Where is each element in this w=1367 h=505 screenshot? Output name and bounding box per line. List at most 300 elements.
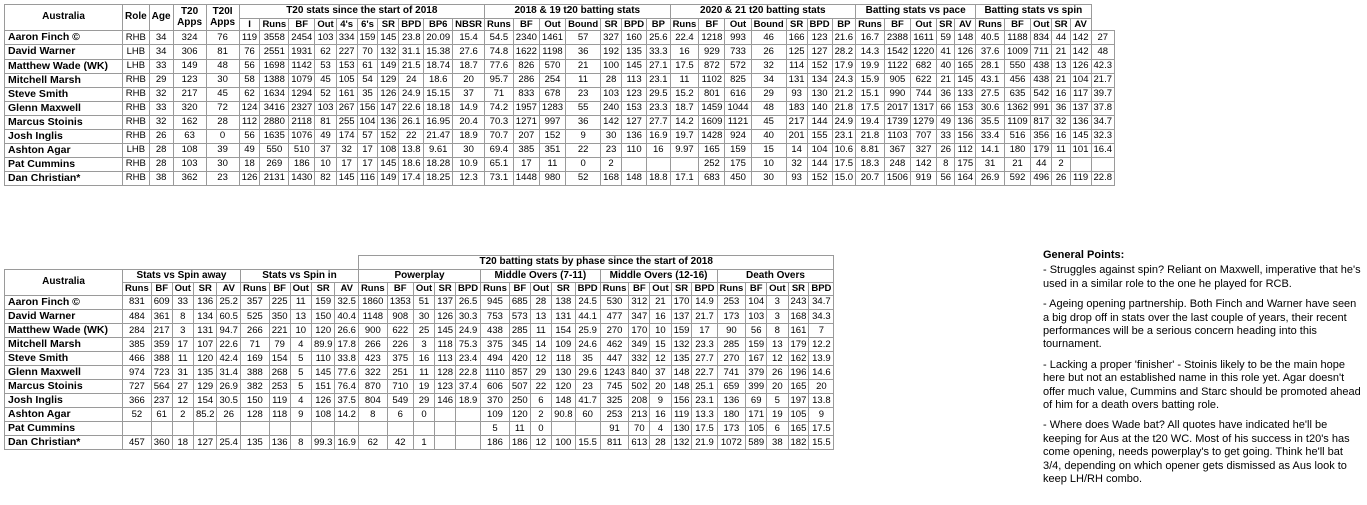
stat-cell: 15.5 [575, 436, 600, 450]
stat-cell: 17.5 [692, 422, 717, 436]
stat-cell [217, 422, 241, 436]
stat-cell: 208 [629, 394, 650, 408]
stat-cell: 77.6 [485, 59, 514, 73]
stat-cell [575, 422, 600, 436]
stat-cell: 34 [149, 31, 173, 45]
stat-cell: 26.5 [456, 295, 481, 309]
stat-cell: 456 [1004, 73, 1030, 87]
stat-cell: 145 [378, 31, 399, 45]
player-name-cell: Marcus Stoinis [5, 115, 123, 129]
stat-cell: 745 [600, 380, 629, 394]
stat-cell [1091, 157, 1115, 171]
stat-cell: 30 [601, 129, 622, 143]
stat-cell: 168 [788, 309, 809, 323]
stat-cell: 23 [575, 380, 600, 394]
stat-cell: 366 [123, 394, 152, 408]
stat-cell: 131 [193, 324, 217, 338]
top-col-header: Bound [566, 18, 601, 31]
stat-cell: 268 [269, 366, 290, 380]
stat-cell: 15.2 [670, 87, 699, 101]
stat-cell: 37 [650, 366, 671, 380]
stat-cell: 250 [509, 394, 530, 408]
stat-cell: 24.6 [575, 338, 600, 352]
stat-cell: 180 [717, 408, 746, 422]
stat-cell: 125 [786, 45, 807, 59]
stat-cell: 10 [751, 157, 786, 171]
stat-cell: 136 [717, 394, 746, 408]
stat-cell: 42 [387, 436, 413, 450]
stat-cell: 221 [269, 324, 290, 338]
stat-cell: 131 [552, 309, 576, 323]
note-point: - Where does Wade bat? All quotes have indicated he'll be keeping for Aus at the t20 WC. Most of his success in t20's has come opening, needs powerplay's to get going. Think he'll bat 3/4, depending on which opener gets dismissed as Aus look to keep LH/RH combo. [1043, 419, 1350, 486]
stat-cell: 285 [509, 324, 530, 338]
stat-cell: 2880 [260, 115, 289, 129]
stat-cell: 148 [671, 380, 692, 394]
stat-cell: 905 [884, 73, 910, 87]
stat-cell: 237 [151, 394, 172, 408]
stat-cell: 136 [269, 436, 290, 450]
stat-cell: 18.8 [647, 171, 671, 185]
stat-cell: 17.4 [399, 171, 424, 185]
stat-cell: 153 [622, 101, 647, 115]
stat-cell: 12 [530, 352, 551, 366]
stat-cell: 804 [358, 394, 387, 408]
stat-cell: 18.28 [424, 157, 453, 171]
stat-cell: 10.9 [453, 157, 485, 171]
stat-cell: 27.6 [453, 45, 485, 59]
bottom-col-header: Out [767, 283, 788, 296]
stat-cell: 132 [671, 436, 692, 450]
stat-cell: 156 [671, 394, 692, 408]
stat-cell: 145 [336, 171, 357, 185]
stat-cell: 44.1 [575, 309, 600, 323]
stat-cell: 23 [206, 171, 239, 185]
top-col-header: BF [1004, 18, 1030, 31]
stat-cell [435, 436, 456, 450]
stat-cell: 320 [173, 101, 206, 115]
stat-cell: 43.1 [976, 73, 1005, 87]
stat-cell: 129 [193, 380, 217, 394]
bottom-col-header: BPD [809, 283, 834, 296]
stat-cell: 18.6 [424, 73, 453, 87]
stat-cell: 16.9 [335, 436, 359, 450]
stat-cell: 28 [149, 143, 173, 157]
stat-cell: 312 [629, 295, 650, 309]
stat-cell: 217 [151, 324, 172, 338]
stat-cell [413, 422, 434, 436]
stat-cell: 152 [807, 59, 832, 73]
stat-cell: 109 [481, 408, 510, 422]
stat-cell: 29.5 [647, 87, 671, 101]
stat-cell: 74.8 [485, 45, 514, 59]
stat-cell: 327 [910, 143, 936, 157]
stat-cell: 16.7 [856, 31, 885, 45]
stat-cell: 70.7 [485, 129, 514, 143]
stat-cell [172, 422, 193, 436]
top-col-header: I [239, 18, 260, 31]
stat-cell: 919 [910, 171, 936, 185]
stat-cell: 6 [767, 422, 788, 436]
stat-cell: 502 [629, 380, 650, 394]
stat-cell: RHB [123, 171, 150, 185]
stat-cell: 144 [807, 115, 832, 129]
stat-cell: 171 [746, 408, 767, 422]
stat-cell: 117 [1070, 87, 1091, 101]
stat-cell: 21 [566, 59, 601, 73]
stat-cell: 945 [481, 295, 510, 309]
stat-cell: 130 [552, 366, 576, 380]
stat-cell: 21.2 [832, 87, 856, 101]
stat-cell: 15 [650, 338, 671, 352]
stat-cell: 609 [151, 295, 172, 309]
stat-cell: 154 [269, 352, 290, 366]
stat-cell: 17.5 [832, 157, 856, 171]
top-col-header: Out [315, 18, 336, 31]
stat-cell: 104 [1070, 73, 1091, 87]
stat-cell: 9 [650, 394, 671, 408]
stat-cell: 1739 [884, 115, 910, 129]
group-middle-12-16: Middle Overs (12-16) [600, 269, 717, 283]
stat-cell: 929 [699, 45, 725, 59]
top-col-header: Runs [670, 18, 699, 31]
stat-cell: LHB [123, 143, 150, 157]
stat-cell: 151 [311, 380, 335, 394]
stat-cell: 103 [173, 157, 206, 171]
stat-cell: 744 [910, 87, 936, 101]
stat-cell: 1506 [884, 171, 910, 185]
stat-cell: 93 [786, 87, 807, 101]
stat-cell: 25.1 [692, 380, 717, 394]
stat-cell: 142 [1070, 45, 1091, 59]
stat-cell: 833 [513, 87, 539, 101]
stat-cell: 16.9 [647, 129, 671, 143]
stat-cell: 28.1 [976, 59, 1005, 73]
stat-cell: 103 [315, 101, 336, 115]
stat-cell [552, 422, 576, 436]
stat-cell: 367 [884, 143, 910, 157]
stat-cell: 65.1 [485, 157, 514, 171]
stat-cell: 207 [513, 129, 539, 143]
top-col-header: Bound [751, 18, 786, 31]
stat-cell: 37 [315, 143, 336, 157]
stat-cell: 165 [955, 59, 976, 73]
stat-cell: 325 [600, 394, 629, 408]
stat-cell: 180 [1004, 143, 1030, 157]
top-table-body [5, 31, 1115, 185]
stat-cell: 4 [290, 394, 311, 408]
stat-cell: 146 [435, 394, 456, 408]
stat-cell: 2131 [260, 171, 289, 185]
stat-cell: 16 [670, 45, 699, 59]
stat-cell: 385 [123, 338, 152, 352]
stat-cell: 11 [290, 295, 311, 309]
stat-cell: 11 [539, 157, 565, 171]
group-death-overs: Death Overs [717, 269, 834, 283]
stat-cell: 29 [413, 394, 434, 408]
stat-cell: 26.1 [399, 115, 424, 129]
stat-cell: 2 [172, 408, 193, 422]
stat-cell: 166 [786, 31, 807, 45]
stat-cell: 484 [123, 309, 152, 323]
top-col-header: Out [1031, 18, 1052, 31]
stat-cell: 31.1 [399, 45, 424, 59]
stat-cell: 7 [809, 324, 834, 338]
stat-cell: 27 [172, 380, 193, 394]
stat-cell: 60.5 [217, 309, 241, 323]
stat-cell: 360 [151, 436, 172, 450]
stat-cell: RHB [123, 73, 150, 87]
stat-cell: 251 [387, 366, 413, 380]
stat-cell: 90.8 [552, 408, 576, 422]
stat-cell: 27.7 [647, 115, 671, 129]
stat-cell: 254 [539, 73, 565, 87]
stat-cell: 34.3 [809, 309, 834, 323]
stat-cell: 108 [378, 143, 399, 157]
stat-cell: 15.1 [856, 87, 885, 101]
stat-cell: 2017 [884, 101, 910, 115]
bottom-col-header: Runs [240, 283, 269, 296]
stat-cell: 5 [481, 422, 510, 436]
stat-cell: 34.7 [809, 295, 834, 309]
stat-cell: 324 [173, 31, 206, 45]
stat-cell: 11 [1052, 143, 1070, 157]
stat-cell: 45 [315, 73, 336, 87]
stat-cell: 13 [1052, 59, 1070, 73]
stat-cell: 164 [955, 171, 976, 185]
stat-cell: 30 [413, 309, 434, 323]
stat-cell: 134 [193, 309, 217, 323]
stat-cell: 152 [539, 129, 565, 143]
stat-cell: 123 [622, 87, 647, 101]
stat-cell: 135 [671, 352, 692, 366]
stat-cell: 19 [767, 408, 788, 422]
stat-cell: 248 [884, 157, 910, 171]
table-row [5, 73, 1115, 87]
stat-cell: 85.2 [193, 408, 217, 422]
stat-cell: 226 [387, 338, 413, 352]
stat-cell: 32.5 [335, 295, 359, 309]
stat-cell: 14.1 [976, 143, 1005, 157]
stat-cell: 108 [311, 408, 335, 422]
stat-cell: 3 [413, 338, 434, 352]
stat-cell: 35 [575, 352, 600, 366]
stat-cell: 2327 [289, 101, 315, 115]
stat-cell: 118 [435, 338, 456, 352]
stat-cell: 57 [566, 31, 601, 45]
stat-cell [123, 422, 152, 436]
bottom-stats-table [4, 255, 834, 450]
top-col-header: BP [832, 18, 856, 31]
stat-cell: 8 [358, 408, 387, 422]
stat-cell: 22.4 [670, 31, 699, 45]
stat-cell: 26 [1052, 171, 1070, 185]
stat-cell [311, 422, 335, 436]
stat-cell: 160 [622, 31, 647, 45]
stat-cell: 2454 [289, 31, 315, 45]
stat-cell: 510 [289, 143, 315, 157]
bottom-col-header: Runs [358, 283, 387, 296]
stat-cell: 41 [937, 45, 955, 59]
stat-cell: 530 [600, 295, 629, 309]
bottom-col-header: BF [509, 283, 530, 296]
stat-cell: 46 [751, 31, 786, 45]
stat-cell: 134 [807, 73, 832, 87]
stat-cell: 127 [193, 436, 217, 450]
stat-cell: 266 [358, 338, 387, 352]
stat-cell: 123 [173, 73, 206, 87]
stat-cell: 120 [311, 324, 335, 338]
stat-cell: 24.5 [575, 295, 600, 309]
stat-cell: 21 [1052, 45, 1070, 59]
stat-cell: 1957 [513, 101, 539, 115]
stat-cell: 145 [1070, 129, 1091, 143]
stat-cell: 13 [290, 309, 311, 323]
stat-cell: 423 [358, 352, 387, 366]
stat-cell [1070, 157, 1091, 171]
stat-cell: 18.18 [424, 101, 453, 115]
stat-cell: 345 [509, 338, 530, 352]
stat-cell: 1103 [884, 129, 910, 143]
stat-cell: 14.3 [856, 45, 885, 59]
group-vs-pace: Batting stats vs pace [856, 5, 976, 19]
stat-cell: 118 [269, 408, 290, 422]
stat-cell: 1044 [725, 101, 751, 115]
table-row [5, 422, 834, 436]
stat-cell: 32 [786, 157, 807, 171]
stat-cell: 55 [566, 101, 601, 115]
stat-cell: 635 [1004, 87, 1030, 101]
stat-cell: 162 [173, 115, 206, 129]
stat-cell: 817 [1031, 115, 1052, 129]
stat-cell: 161 [788, 324, 809, 338]
stat-cell: 15.0 [832, 171, 856, 185]
stat-cell: 357 [240, 295, 269, 309]
stat-cell: 142 [910, 157, 936, 171]
top-col-header: BPD [807, 18, 832, 31]
stat-cell: 14.9 [692, 295, 717, 309]
stat-cell: 165 [788, 380, 809, 394]
stat-cell: 10 [290, 324, 311, 338]
stat-cell: 70 [629, 422, 650, 436]
stat-cell: 148 [671, 366, 692, 380]
stat-cell: 81 [315, 115, 336, 129]
stat-cell: 5 [767, 394, 788, 408]
top-col-header: BF [699, 18, 725, 31]
stat-cell: 622 [910, 73, 936, 87]
stat-cell: 37.4 [456, 380, 481, 394]
stat-cell: 168 [601, 171, 622, 185]
stat-cell: 991 [1031, 101, 1052, 115]
stat-cell: 252 [699, 157, 725, 171]
bottom-col-header: Runs [123, 283, 152, 296]
stat-cell: 15.38 [424, 45, 453, 59]
stat-cell: 56 [746, 324, 767, 338]
stat-cell: 1388 [260, 73, 289, 87]
stat-cell: 477 [600, 309, 629, 323]
stat-cell: 267 [336, 101, 357, 115]
stat-cell: 1 [413, 436, 434, 450]
stat-cell: 73.1 [485, 171, 514, 185]
stat-cell: 61 [357, 59, 378, 73]
stat-cell: 140 [807, 101, 832, 115]
stat-cell: RHB [123, 101, 150, 115]
note-point: - Ageing opening partnership. Both Finch and Warner have seen a big drop off in stats over the last couple of years, their recent performances will be a serious concern heading into this tournament. [1043, 298, 1357, 351]
stat-cell: 135 [622, 45, 647, 59]
note-point: - Struggles against spin? Reliant on Maxwell, imperative that he's used in a similar role to the one he played for RCB. [1043, 264, 1361, 290]
stat-cell: 126 [955, 45, 976, 59]
player-name-cell: Pat Cummins [5, 157, 123, 171]
stat-cell: 91 [600, 422, 629, 436]
stat-cell: 2 [530, 408, 551, 422]
stat-cell: 22 [399, 129, 424, 143]
stat-cell: 38 [149, 171, 173, 185]
stat-cell: 149 [378, 171, 399, 185]
stat-cell: 110 [311, 352, 335, 366]
stat-cell: 23 [566, 87, 601, 101]
stat-cell: 1243 [600, 366, 629, 380]
stat-cell: 66 [937, 101, 955, 115]
stat-cell: 22.6 [399, 101, 424, 115]
stat-cell: 9 [290, 408, 311, 422]
stat-cell: 113 [622, 73, 647, 87]
stat-cell: 269 [260, 157, 289, 171]
stat-cell: 18.25 [424, 171, 453, 185]
table-row [5, 366, 834, 380]
table-row [5, 101, 1115, 115]
stat-cell: 13.9 [809, 352, 834, 366]
stat-cell: 24.9 [832, 115, 856, 129]
stat-cell: 16.95 [424, 115, 453, 129]
stat-cell: 21.8 [856, 129, 885, 143]
stat-cell [456, 436, 481, 450]
stat-cell: 22.6 [217, 338, 241, 352]
stat-cell: 1079 [289, 73, 315, 87]
top-col-header: BF [289, 18, 315, 31]
top-col-header: BP [647, 18, 671, 31]
stat-cell: 1148 [358, 309, 387, 323]
stat-cell: 1353 [387, 295, 413, 309]
stat-cell: 62 [358, 436, 387, 450]
stat-cell: 70 [357, 45, 378, 59]
stat-cell: 11 [530, 324, 551, 338]
stat-cell: 33 [937, 129, 955, 143]
stat-cell: 201 [786, 129, 807, 143]
stat-cell [435, 422, 456, 436]
table-row [5, 436, 834, 450]
stat-cell: 25 [413, 324, 434, 338]
stat-cell: 801 [699, 87, 725, 101]
stat-cell: 23.3 [647, 101, 671, 115]
stat-cell: 516 [1004, 129, 1030, 143]
stat-cell [151, 422, 172, 436]
stat-cell: 30.3 [456, 309, 481, 323]
stat-cell: 10 [315, 157, 336, 171]
stat-cell: 79 [269, 338, 290, 352]
stat-cell: 375 [481, 338, 510, 352]
stat-cell: 147 [378, 101, 399, 115]
stat-cell: 38 [767, 436, 788, 450]
stat-cell: 61 [151, 408, 172, 422]
stat-cell: 34.7 [1091, 115, 1115, 129]
stat-cell: 21 [1004, 157, 1030, 171]
stat-cell: 36 [937, 87, 955, 101]
stat-cell: 385 [513, 143, 539, 157]
stat-cell: 108 [173, 143, 206, 157]
bottom-col-header: Runs [600, 283, 629, 296]
stat-cell: 1102 [699, 73, 725, 87]
top-table-group-header-row [5, 5, 1115, 19]
bottom-table-column-header-row [5, 283, 834, 296]
